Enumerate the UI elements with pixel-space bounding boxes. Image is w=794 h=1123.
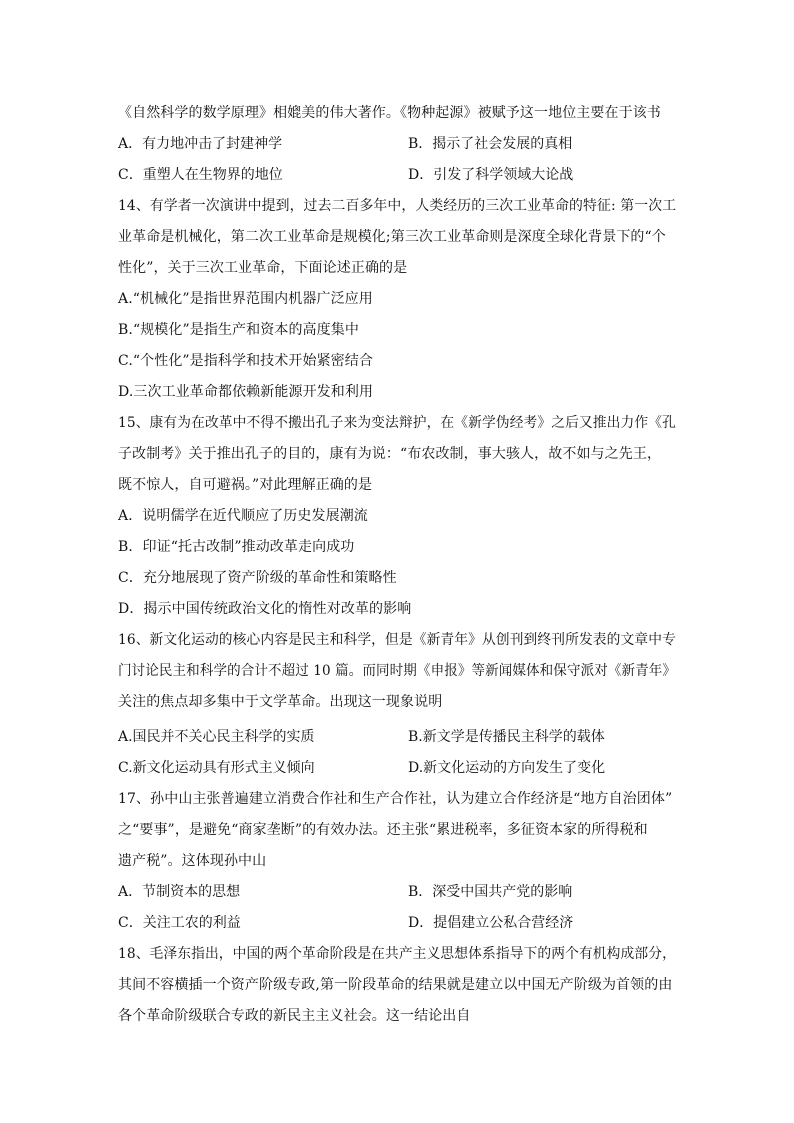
intro-option-c: C．重塑人在生物界的地位 — [118, 167, 283, 183]
intro-text: 《自然科学的数学原理》相媲美的伟大著作。《物种起源》被赋予这一地位主要在于该书 — [118, 105, 661, 121]
q14-option-c: C.“个性化”是指科学和技术开始紧密结合 — [118, 353, 373, 369]
q14-option-b: B.“规模化”是指生产和资本的高度集中 — [118, 322, 359, 338]
q17-stem-line-3: 遗产税”。这体现孙中山 — [118, 853, 267, 869]
q16-stem-line-1: 16、新文化运动的核心内容是民主和科学，但是《新青年》从创刊到终刊所发表的文章中专 — [118, 632, 676, 648]
q17-stem-line-2: 之“要事”，是避免“商家垄断”的有效办法。还主张“累进税率，多征资本家的所得税和 — [118, 822, 648, 838]
q16-stem-line-2: 门讨论民主和科学的合计不超过 10 篇。而同时期《申报》等新闻媒体和保守派对《新青年》 — [118, 663, 677, 679]
q14-stem-line-1: 14、有学者一次演讲中提到，过去二百多年中，人类经历的三次工业革命的特征: 第一次工 — [118, 198, 677, 214]
q14-option-d: D.三次工业革命都依赖新能源开发和利用 — [118, 384, 374, 400]
q17-option-d: D．提倡建立公私合营经济 — [408, 915, 574, 931]
q15-option-a: A．说明儒学在近代顺应了历史发展潮流 — [118, 508, 368, 524]
intro-option-d: D．引发了科学领域大论战 — [408, 167, 574, 183]
q16-option-c: C.新文化运动具有形式主义倾向 — [118, 760, 315, 776]
q15-stem-line-2: 子改制考》关于推出孔子的目的，康有为说：“布农改制，事大骇人，故不如与之先王， — [118, 446, 662, 462]
q18-stem-line-1: 18、毛泽东指出，中国的两个革命阶段是在共产主义思想体系指导下的两个有机构成部分， — [118, 946, 676, 962]
q15-stem-line-1: 15、康有为在改革中不得不搬出孔子来为变法辩护，在《新学伪经考》之后又推出力作《孔 — [118, 415, 676, 431]
q17-option-b: B．深受中国共产党的影响 — [408, 884, 573, 900]
q15-option-b: B．印证“托古改制”推动改革走向成功 — [118, 539, 355, 555]
q17-option-a: A．节制资本的思想 — [118, 884, 241, 900]
q16-option-b: B.新文学是传播民主科学的载体 — [408, 729, 605, 745]
q17-stem-line-1: 17、孙中山主张普遍建立消费合作社和生产合作社，认为建立合作经济是“地方自治团体” — [118, 791, 673, 807]
intro-option-a: A．有力地冲击了封建神学 — [118, 136, 283, 152]
q15-stem-line-3: 既不惊人，自可避祸。”对此理解正确的是 — [118, 477, 373, 493]
q14-stem-line-2: 业革命是机械化，第二次工业革命是规模化;第三次工业革命则是深度全球化背景下的“个 — [118, 229, 666, 245]
q15-option-d: D．揭示中国传统政治文化的惰性对改革的影响 — [118, 601, 412, 617]
q15-option-c: C．充分地展现了资产阶级的革命性和策略性 — [118, 570, 397, 586]
q16-stem-line-3: 关注的焦点却多集中于文学革命。出现这一现象说明 — [118, 694, 443, 710]
q14-option-a: A.“机械化”是指世界范围内机器广泛应用 — [118, 291, 373, 307]
q18-stem-line-3: 各个革命阶级联合专政的新民主主义社会。这一结论出自 — [118, 1008, 471, 1024]
q17-option-c: C．关注工农的利益 — [118, 915, 241, 931]
q18-stem-line-2: 其间不容横插一个资产阶级专政,第一阶段革命的结果就是建立以中国无产阶级为首领的由 — [118, 977, 673, 993]
q14-stem-line-3: 性化”，关于三次工业革命，下面论述正确的是 — [118, 260, 408, 276]
q16-option-a: A.国民并不关心民主科学的实质 — [118, 729, 315, 745]
q16-option-d: D.新文化运动的方向发生了变化 — [408, 760, 606, 776]
intro-option-b: B．揭示了社会发展的真相 — [408, 136, 573, 152]
